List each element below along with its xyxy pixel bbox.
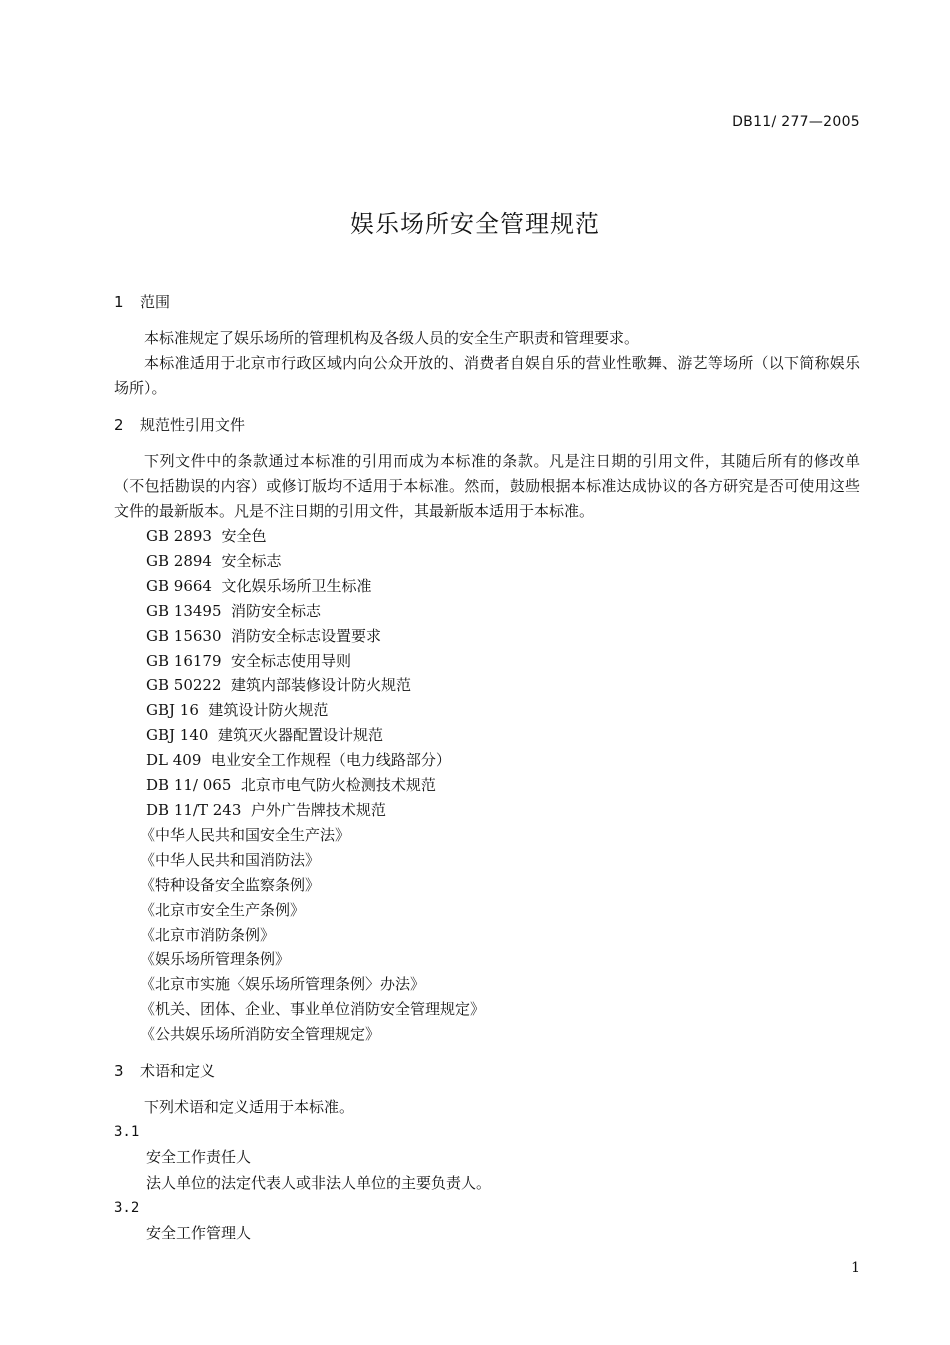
reference-item: GBJ 140 建筑灭火器配置设计规范 <box>146 726 383 745</box>
section-3-heading <box>114 1059 860 1083</box>
reference-item: 《特种设备安全监察条例》 <box>140 875 321 894</box>
term-definition: 法人单位的法定代表人或非法人单位的主要负责人。 <box>146 1174 492 1193</box>
reference-item: 《娱乐场所管理条例》 <box>140 950 291 969</box>
section-number: 3 <box>114 1062 124 1081</box>
term-number: 3.2 <box>114 1200 140 1217</box>
section-title: 术语和定义 <box>140 1062 216 1081</box>
page-number: 1 <box>851 1260 860 1276</box>
section-1-paragraph: 本标准规定了娱乐场所的管理机构及各级人员的安全生产职责和管理要求。 <box>144 329 640 347</box>
reference-item: GB 50222 建筑内部装修设计防火规范 <box>146 676 412 695</box>
section-1-heading <box>114 290 860 314</box>
section-3-intro: 下列术语和定义适用于本标准。 <box>144 1098 355 1117</box>
reference-item: GB 2893 安全色 <box>146 527 267 545</box>
reference-item: DL 409 电业安全工作规程（电力线路部分） <box>146 751 451 770</box>
reference-item: GB 13495 消防安全标志 <box>146 601 322 620</box>
term-name: 安全工作管理人 <box>146 1224 252 1243</box>
section-title: 范围 <box>140 293 171 311</box>
section-2-heading <box>114 413 860 437</box>
document-body <box>114 290 860 1246</box>
reference-item: GB 15630 消防安全标志设置要求 <box>146 626 382 645</box>
reference-item: 《机关、团体、企业、事业单位消防安全管理规定》 <box>140 1000 486 1019</box>
section-title: 规范性引用文件 <box>140 416 246 434</box>
standard-code: DB11/ 277—2005 <box>732 114 860 130</box>
reference-item: DB 11/ 065 北京市电气防火检测技术规范 <box>146 776 436 795</box>
reference-item: DB 11/T 243 户外广告牌技术规范 <box>146 800 386 819</box>
reference-item: 《北京市安全生产条例》 <box>140 900 306 919</box>
reference-item: GB 2894 安全标志 <box>146 551 282 570</box>
section-1-paragraph: 本标准适用于北京市行政区域内向公众开放的、消费者自娱自乐的营业性歌舞、游艺等场所（以下简称娱乐场所）。 <box>114 354 860 397</box>
document-title: 娱乐场所安全管理规范 <box>350 210 600 238</box>
section-number: 1 <box>114 293 124 311</box>
reference-item: 《北京市实施〈娱乐场所管理条例〉办法》 <box>140 975 426 994</box>
reference-item: GB 16179 安全标志使用导则 <box>146 651 352 670</box>
reference-item: 《公共娱乐场所消防安全管理规定》 <box>140 1025 381 1044</box>
reference-item: 《中华人民共和国安全生产法》 <box>140 825 351 844</box>
reference-item: 《中华人民共和国消防法》 <box>140 850 321 869</box>
section-number: 2 <box>114 416 124 434</box>
reference-item: GBJ 16 建筑设计防火规范 <box>146 701 329 720</box>
term-number: 3.1 <box>114 1124 140 1141</box>
reference-list <box>114 524 860 1047</box>
section-2-intro: 下列文件中的条款通过本标准的引用而成为本标准的条款。凡是注日期的引用文件，其随后所有的修改单（不包括勘误的内容）或修订版均不适用于本标准。然而，鼓励根据本标准达成协议的各方研究是否可使用这些文件的最新版本。凡是不注日期的引用文件，其最新版本适用于本标准。 <box>114 452 860 520</box>
term-name: 安全工作责任人 <box>146 1148 252 1167</box>
reference-item: GB 9664 文化娱乐场所卫生标准 <box>146 576 372 595</box>
reference-item: 《北京市消防条例》 <box>140 925 276 944</box>
